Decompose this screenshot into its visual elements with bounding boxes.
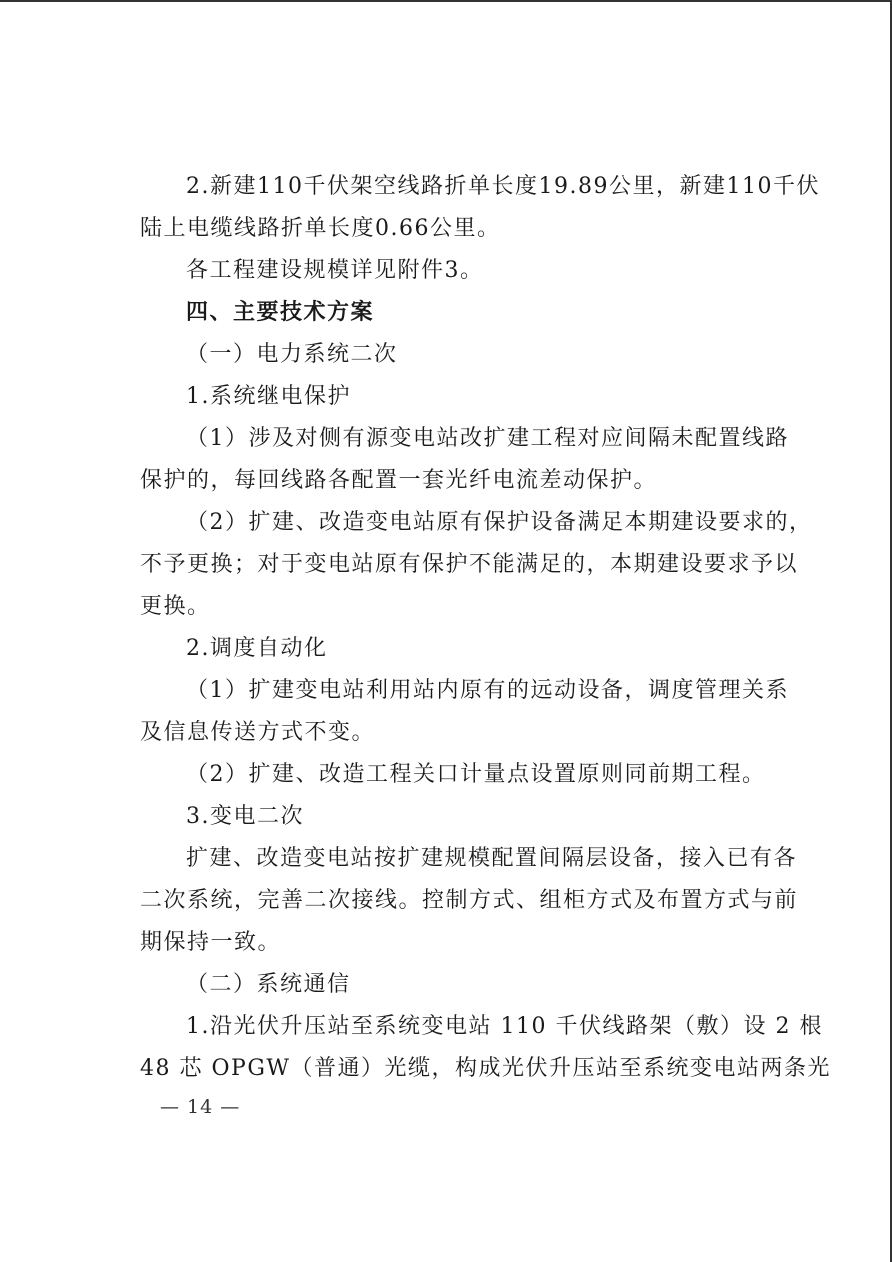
paragraph-line-15: （2）扩建、改造工程关口计量点设置原则同前期工程。: [186, 762, 766, 787]
paragraph-line-22: 48 芯 OPGW（普通）光缆，构成光伏升压站至系统变电站两条光: [140, 1056, 832, 1081]
subsection-heading-2: （二）系统通信: [186, 972, 351, 997]
section-heading: 四、主要技术方案: [186, 300, 375, 325]
paragraph-line-7: （1）涉及对侧有源变电站改扩建工程对应间隔未配置线路: [186, 426, 789, 451]
subsection-heading-1: （一）电力系统二次: [186, 342, 398, 367]
paragraph-line-13: （1）扩建变电站利用站内原有的远动设备，调度管理关系: [186, 678, 789, 703]
paragraph-line-1: 2.新建110千伏架空线路折单长度19.89公里，新建110千伏: [186, 174, 820, 199]
paragraph-line-19: 期保持一致。: [140, 930, 282, 955]
paragraph-line-9: （2）扩建、改造变电站原有保护设备满足本期建设要求的，: [186, 510, 813, 535]
paragraph-line-21: 1.沿光伏升压站至系统变电站 110 千伏线路架（敷）设 2 根: [186, 1014, 823, 1039]
item-heading-secondary: 3.变电二次: [186, 804, 304, 829]
paragraph-line-17: 扩建、改造变电站按扩建规模配置间隔层设备，接入已有各: [186, 846, 798, 871]
item-heading-automation: 2.调度自动化: [186, 636, 328, 661]
page-number: — 14 —: [160, 1096, 241, 1118]
paragraph-line-11: 更换。: [140, 594, 211, 619]
item-heading-protection: 1.系统继电保护: [186, 384, 351, 409]
paragraph-line-2: 陆上电缆线路折单长度0.66公里。: [140, 216, 501, 241]
paragraph-line-3: 各工程建设规模详见附件3。: [186, 258, 484, 283]
paragraph-line-8: 保护的，每回线路各配置一套光纤电流差动保护。: [140, 468, 658, 493]
paragraph-line-18: 二次系统，完善二次接线。控制方式、组柜方式及布置方式与前: [140, 888, 799, 913]
paragraph-line-14: 及信息传送方式不变。: [140, 720, 376, 745]
paragraph-line-10: 不予更换；对于变电站原有保护不能满足的，本期建设要求予以: [140, 552, 799, 577]
